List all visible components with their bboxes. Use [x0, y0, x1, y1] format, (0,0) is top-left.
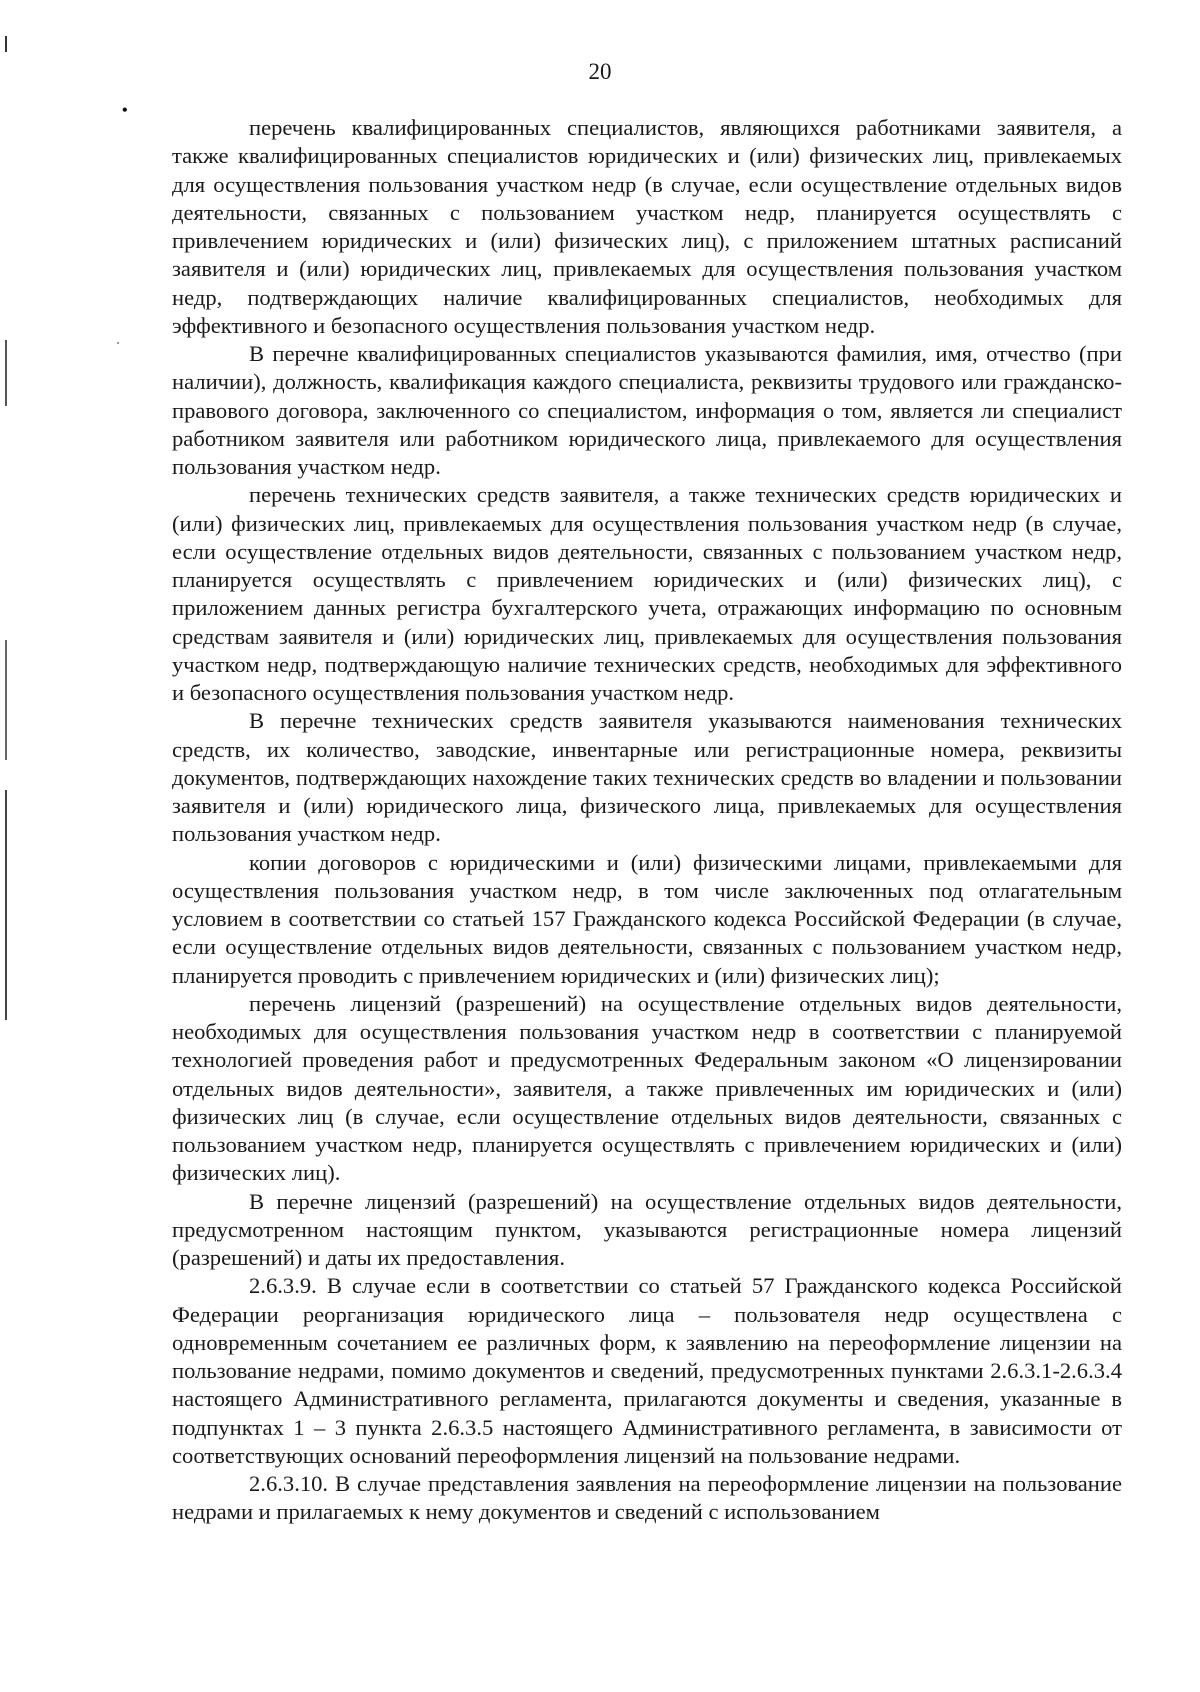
scan-artifact-mark: • [122, 102, 128, 119]
paragraph-licenses-details: В перечне лицензий (разрешений) на осуществление отдельных видов деятельности, предусмотренном настоящим пунктом, указываются регистрационные номера лицензий (разрешений) и даты их предоставления. [172, 1188, 1122, 1270]
paragraph-clause-2-6-3-9: 2.6.3.9. В случае если в соответствии со статьей 57 Гражданского кодекса Российской Федерации реорганизация юридического лица – пользователя недр осуществлена с одновременным сочетанием ее различных форм, к заявлению на переоформление лицензии на пользование недрами, помимо документов и сведений, предусмотренных пунктами 2.6.3.1-2.6.3.4 настоящего Административного регламента, прилагаются документы и сведения, указанные в подпунктах 1 – 3 пункта 2.6.3.5 настоящего Административного регламента, в зависимости от соответствующих оснований переоформления лицензий на пользование недрами. [172, 1273, 1122, 1468]
paragraph-specialists-details: В перечне квалифицированных специалистов указываются фамилия, имя, отчество (при наличии), должность, квалификация каждого специалиста, реквизиты трудового или гражданско-правового договора, заключенного со специалистом, информация о том, является ли специалист работником заявителя или работником юридического лица, привлекаемого для осуществления пользования участком недр. [172, 341, 1122, 479]
scan-edge-mark [5, 36, 7, 52]
paragraph-licenses-list: перечень лицензий (разрешений) на осуществление отдельных видов деятельности, необходимых для осуществления пользования участком недр в соответствии с планируемой технологией проведения работ и предусмотренных Федеральным законом «О лицензировании отдельных видов деятельности», заявителя, а также привлеченных им юридических и (или) физических лиц (в случае, если осуществление отдельных видов деятельности, связанных с пользованием участком недр, планируется осуществлять с привлечением юридических и (или) физических лиц). [172, 990, 1122, 1186]
scan-edge-mark [5, 640, 7, 760]
scan-edge-mark [5, 340, 7, 406]
page-number: 20 [588, 59, 612, 84]
scan-edge-mark [5, 790, 7, 1020]
paragraph-specialists-list: перечень квалифицированных специалистов, являющихся работниками заявителя, а также квалифицированных специалистов юридических и (или) физических лиц, привлекаемых для осуществления пользования участком недр (в случае, если осуществление отдельных видов деятельности, связанных с пользованием участком недр, планируется осуществлять с привлечением юридических и (или) физических лиц), с приложением штатных расписаний заявителя и (или) юридических лиц, привлекаемых для осуществления пользования участком недр, подтверждающих наличие квалифицированных специалистов, необходимых для эффективного и безопасного осуществления пользования участком недр. [172, 115, 1122, 338]
scan-artifact-dot [117, 342, 119, 344]
paragraph-clause-2-6-3-10: 2.6.3.10. В случае представления заявления на переоформление лицензии на пользование недрами и прилагаемых к нему документов и сведений с использованием [172, 1471, 1122, 1525]
paragraph-technical-means-list: перечень технических средств заявителя, а также технических средств юридических и (или) физических лиц, привлекаемых для осуществления пользования участком недр (в случае, если осуществление отдельных видов деятельности, связанных с пользованием участком недр, планируется осуществлять с привлечением юридических и (или) физических лиц), с приложением данных регистра бухгалтерского учета, отражающих информацию по основным средствам заявителя и (или) юридических лиц, привлекаемых для осуществления пользования участком недр, подтверждающую наличие технических средств, необходимых для эффективного и безопасного осуществления пользования участком недр. [172, 482, 1122, 705]
paragraph-technical-means-details: В перечне технических средств заявителя указываются наименования технических средств, их количество, заводские, инвентарные или регистрационные номера, реквизиты документов, подтверждающих нахождение таких технических средств во владении и пользовании заявителя и (или) юридического лица, физического лица, привлекаемых для осуществления пользования участком недр. [172, 708, 1122, 847]
document-body [172, 114, 1122, 1527]
paragraph-contract-copies: копии договоров с юридическими и (или) физическими лицами, привлекаемыми для осуществления пользования участком недр, в том числе заключенных под отлагательным условием в соответствии со статьей 157 Гражданского кодекса Российской Федерации (в случае, если осуществление отдельных видов деятельности, связанных с пользованием участком недр, планируется проводить с привлечением юридических и (или) физических лиц); [172, 849, 1122, 988]
